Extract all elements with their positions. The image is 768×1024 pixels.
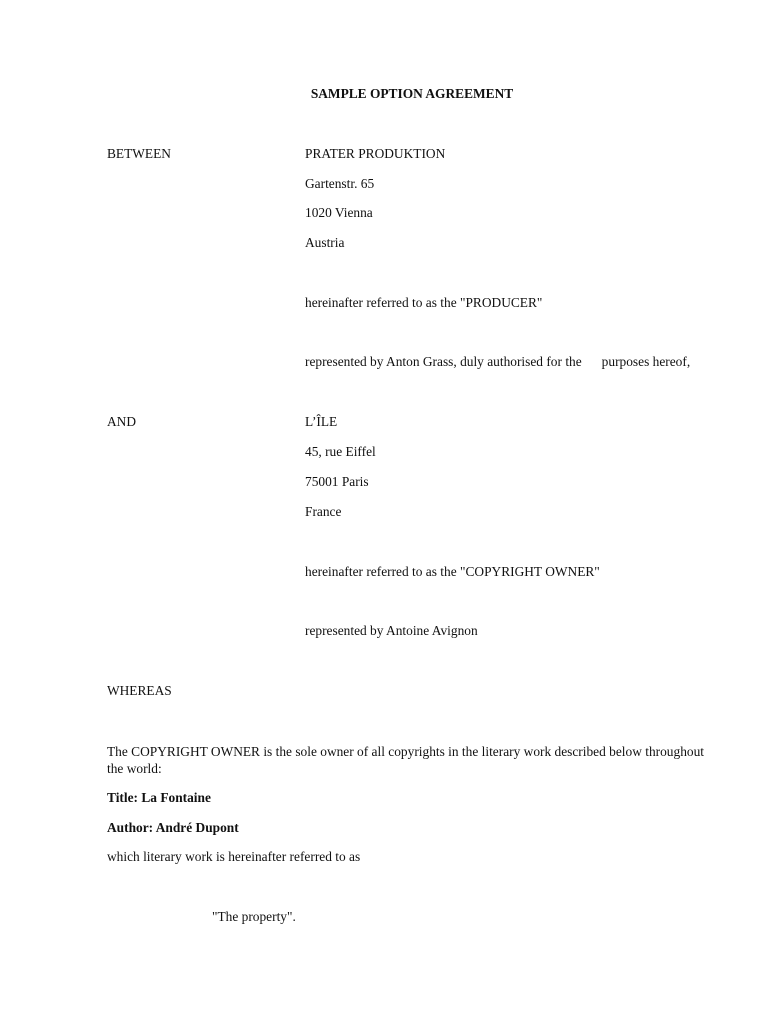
producer-address-country: Austria <box>305 235 345 250</box>
owner-name: L’ÎLE <box>305 414 338 429</box>
producer-address-street: Gartenstr. 65 <box>305 176 375 191</box>
work-title-line: Title: La Fontaine <box>107 790 211 805</box>
which-text: which literary work is hereinafter referred to as <box>107 849 361 864</box>
producer-represented-part-b: purposes hereof, <box>601 354 691 369</box>
owner-represented-text: represented by Antoine Avignon <box>305 623 478 638</box>
owner-referred-text: hereinafter referred to as the "COPYRIGHT OWNER" <box>305 564 600 579</box>
owner-address-city: 75001 Paris <box>305 474 369 489</box>
producer-referred-text: hereinafter referred to as the "PRODUCER" <box>305 295 543 310</box>
between-label: BETWEEN <box>107 146 171 161</box>
producer-represented-text <box>305 355 690 368</box>
producer-name: PRATER PRODUKTION <box>305 146 446 161</box>
property-text: "The property". <box>212 909 296 924</box>
producer-address-city: 1020 Vienna <box>305 205 373 220</box>
work-author-line: Author: André Dupont <box>107 820 239 835</box>
and-label: AND <box>107 414 137 429</box>
owner-address-country: France <box>305 504 342 519</box>
owner-address-street: 45, rue Eiffel <box>305 444 376 459</box>
whereas-paragraph: The COPYRIGHT OWNER is the sole owner of all copyrights in the literary work described below throughout the world: <box>107 744 705 776</box>
whereas-label: WHEREAS <box>107 683 172 698</box>
document-title: SAMPLE OPTION AGREEMENT <box>310 86 514 101</box>
producer-represented-part-a: represented by Anton Grass, duly authorised for the <box>305 354 582 369</box>
